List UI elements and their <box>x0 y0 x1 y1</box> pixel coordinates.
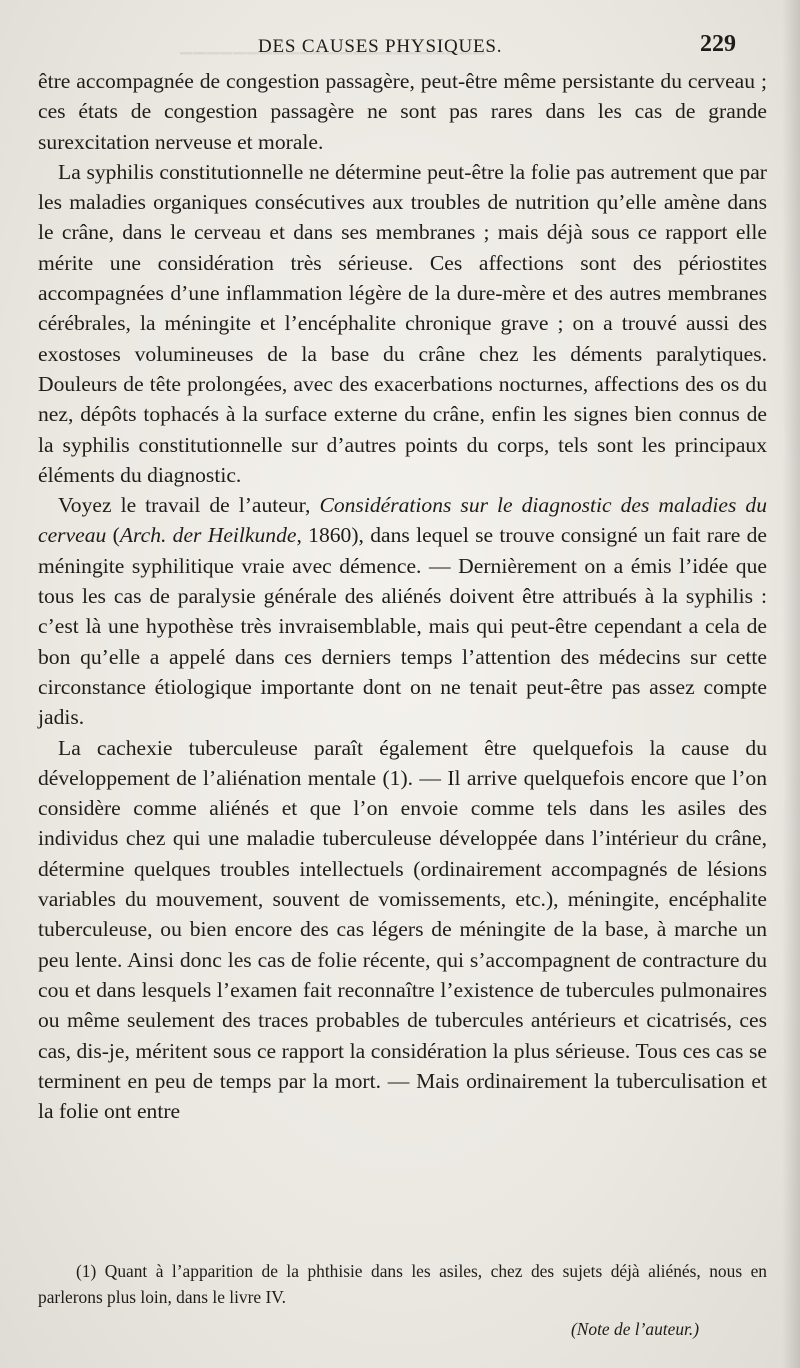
reference-intro: Voyez le travail de l’auteur, <box>58 493 320 518</box>
page-number: 229 <box>700 31 736 57</box>
paragraph-tuberculosis: La cachexie tuberculeuse paraît également être quelquefois la cause du développement de l’aliénation mentale (1). — Il arrive quelquefois encore que l’on considère comme aliénés et que l’on envoie comme tels dans les asiles des individus chez qui une maladie tuberculeuse développée dans l’intérieur du crâne, détermine quelques troubles intellectuels (ordinairement accompagnés de lésions variables du mouvement, souvent de vomissements, etc.), méningite, encéphalite tuberculeuse, ou bien encore des cas légers de méningite de la base, à marche un peu lente. Ainsi donc les cas de folie récente, qui s’accompagnent de contracture du cou et dans lesquels l’examen fait reconnaître l’existence de tubercules pulmonaires ou même seulement des traces probables de tubercules antérieurs et cicatrisés, ces cas, dis-je, méritent sous ce rapport la considération la plus sérieuse. Tous ces cas se terminent en peu de temps par la mort. — Mais ordinairement la tuberculisation et la folie ont entre <box>38 735 767 1124</box>
footnote-text: (1) Quant à l’apparition de la phthisie dans les asiles, chez des sujets déjà aliénés, nous en parlerons plus loin, dans le livre IV. <box>38 1261 767 1307</box>
paragraph-continuation: être accompagnée de congestion passagère, peut-être même persistante du cerveau ; ces états de congestion passagère ne sont pas rares dans les cas de grande surexcitation nerveuse et morale. <box>38 69 767 154</box>
running-header: DES CAUSES PHYSIQUES. <box>258 36 503 57</box>
cited-work-title: Considérations sur le diagnostic des maladies du cerveau <box>38 493 767 548</box>
reference-paren: ( <box>106 523 120 548</box>
cited-journal: Arch. der Heilkunde <box>119 523 297 548</box>
bleed-through-mark: ▔▔▔▔▔▔▔▔▔▔▔▔▔▔▔▔▔▔▔▔▔▔▔ <box>180 54 487 71</box>
paragraph-syphilis: La syphilis constitutionnelle ne détermine peut-être la folie pas autrement que par les maladies organiques consécutives aux troubles de nutrition qu’elle amène dans le crâne, dans le cerveau et dans ses membranes ; mais déjà sous ce rapport elle mérite une considération très sérieuse. Ces affections sont des périostites accompagnées d’une inflammation légère de la dure-mère et des autres membranes cérébrales, la méningite et l’encéphalite chronique grave ; on a trouvé aussi des exostoses volumineuses de la base du crâne chez les déments paralytiques. Douleurs de tête prolongées, avec des exacerbations nocturnes, affections des os du nez, dépôts tophacés à la surface externe du crâne, enfin les signes bien connus de la syphilis constitutionnelle sur d’autres points du corps, tels sont les principaux éléments du diagnostic. <box>38 159 767 487</box>
reference-rest: , 1860), dans lequel se trouve consigné un fait rare de méningite syphilitique vraie avec démence. — Dernièrement on a émis l’idée que tous les cas de paralysie générale des aliénés doivent être attribués à la syphilis : c’est là une hypothèse très invraisemblable, mais qui peut-être cependant a cela de bon qu’elle a appelé dans ces derniers temps l’attention des médecins sur cette circonstance étiologique importante dont on ne tenait peut-être pas assez compte jadis. <box>38 523 768 730</box>
main-text <box>38 66 767 1126</box>
footnote-area <box>38 1258 767 1342</box>
page-gutter-shadow <box>782 0 800 1368</box>
paragraph-reference <box>38 490 767 732</box>
footnote-attribution: (Note de l’auteur.) <box>571 1319 699 1339</box>
